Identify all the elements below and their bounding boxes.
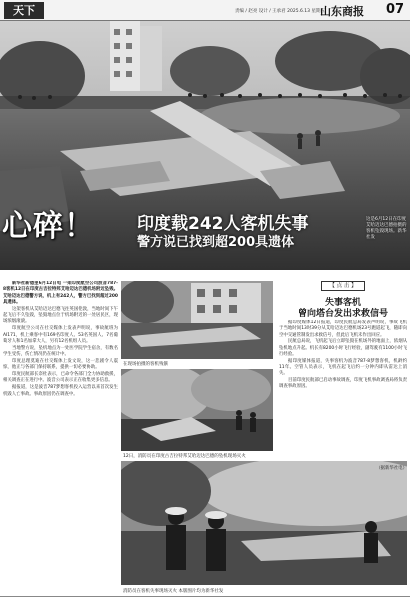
sidebar-paragraph: 目前印度民航部已启动事故调查，印度飞机事故调查局将负责调查事故原因。 [279, 378, 407, 390]
hero-title: 心碎！ [2, 209, 95, 244]
subheadline: 警方说已找到超200具遗体 [137, 235, 295, 250]
hero-photo [0, 21, 410, 270]
photo-caption-3: 消防员在客机失事现场灭火 本版图片均为新华社发 [123, 589, 224, 594]
article-paragraph: 印度总理莫迪在社交媒体上发文说，这一悲剧令人震惊，他正与各部门保持联系，提供一切必要协助。 [3, 358, 118, 371]
sidebar-title-line1: 失事客机 [324, 298, 361, 308]
firefighters-image [121, 461, 407, 585]
photo-firefighting [121, 369, 273, 451]
firefighting-image [121, 369, 273, 451]
sidebar-paragraph: 民航总局说，飞机起飞后立即坠毁在机场外的地面上，浓烟从坠机地点升起。机长有8200小时飞行经验，副驾驶有1100小时飞行经验。 [279, 339, 407, 357]
main-article [3, 281, 118, 593]
article-paragraph: 当地警方说，坠机地点为一处医学院学生宿舍，有数名学生受伤，伤亡情况仍在统计中。 [3, 345, 118, 358]
article-paragraph: 印度航空公司在社交媒体上发表声明说，事故航班为AI171，机上乘客中有169名印度人、53名英国人、7名葡萄牙人和1名加拿大人，另有12名机组人员。 [3, 326, 118, 344]
sidebar-body [279, 320, 407, 470]
article-paragraph: 据报道，这是波音787梦想客机投入运营以来首次发生机毁人亡事故。事故原因仍在调查中。 [3, 385, 118, 397]
masthead: 山东商报 [320, 5, 364, 18]
headline: 印度载242人客机失事 [137, 214, 309, 234]
article-paragraph: 印度民航部长奈杜表示，已命令各部门全力协助救援，相关调查正在进行中。波音公司表示正在收集更多信息。 [3, 372, 118, 384]
sidebar-box [279, 281, 407, 471]
sidebar-title-line2: 曾向塔台发出求救信号 [297, 309, 388, 319]
wreckage-image [121, 281, 273, 359]
photo-wreckage [121, 281, 273, 359]
hero-caption: 这是6月12日在印度艾哈迈达巴德拍摄的客机坠毁现场。新华社发 [366, 217, 407, 240]
article-paragraph: 这架客机从艾哈迈达巴德飞往英国伦敦，当地时间下午起飞后不久坠毁，坠毁地点位于机场附近的一处居民区，现场浓烟滚滚。 [3, 306, 118, 325]
editor-meta: 责编 / 赵亮 设计 / 王承君 2025.6.13 星期五 [235, 9, 325, 14]
photo-caption-2: 12日，消防员在印度古吉拉特邦艾哈迈达巴德的坠机现场灭火 [123, 454, 246, 459]
article-paragraph: 新华社新德里6月12日电 一架印度航空公司波音787-8客机12日在印度古吉拉特邦艾哈迈达巴德机场附近坠毁。艾哈迈达巴德警方说，机上有242人，警方已找到超过200具遗体。 [3, 281, 118, 305]
page-number: 07 [386, 2, 405, 17]
section-tab: 天下 [4, 2, 44, 19]
sidebar-byline: （据新华社电） [376, 466, 407, 471]
sidebar-tag: 【 点 击 】 [321, 281, 365, 291]
photo-firefighters [121, 461, 407, 585]
page-header [0, 0, 410, 21]
photo-caption-1: 在现场拍摄的客机残骸 [123, 362, 168, 367]
sidebar-paragraph: 据印度媒体12日报道，印度民航总局发表声明说，事故飞机于当地时间13时39分从艾哈迈达巴德机场23号跑道起飞，随即向空中交通管制发出求救信号，但此后飞机未作出回应。 [279, 320, 407, 338]
footer-divider [0, 596, 410, 597]
sidebar-paragraph: 据印度媒体报道，失事客机为波音787-8梦想客机，机龄约11年。空管人员表示，飞机在起飞后约一分钟内即从雷达上消失。 [279, 358, 407, 377]
